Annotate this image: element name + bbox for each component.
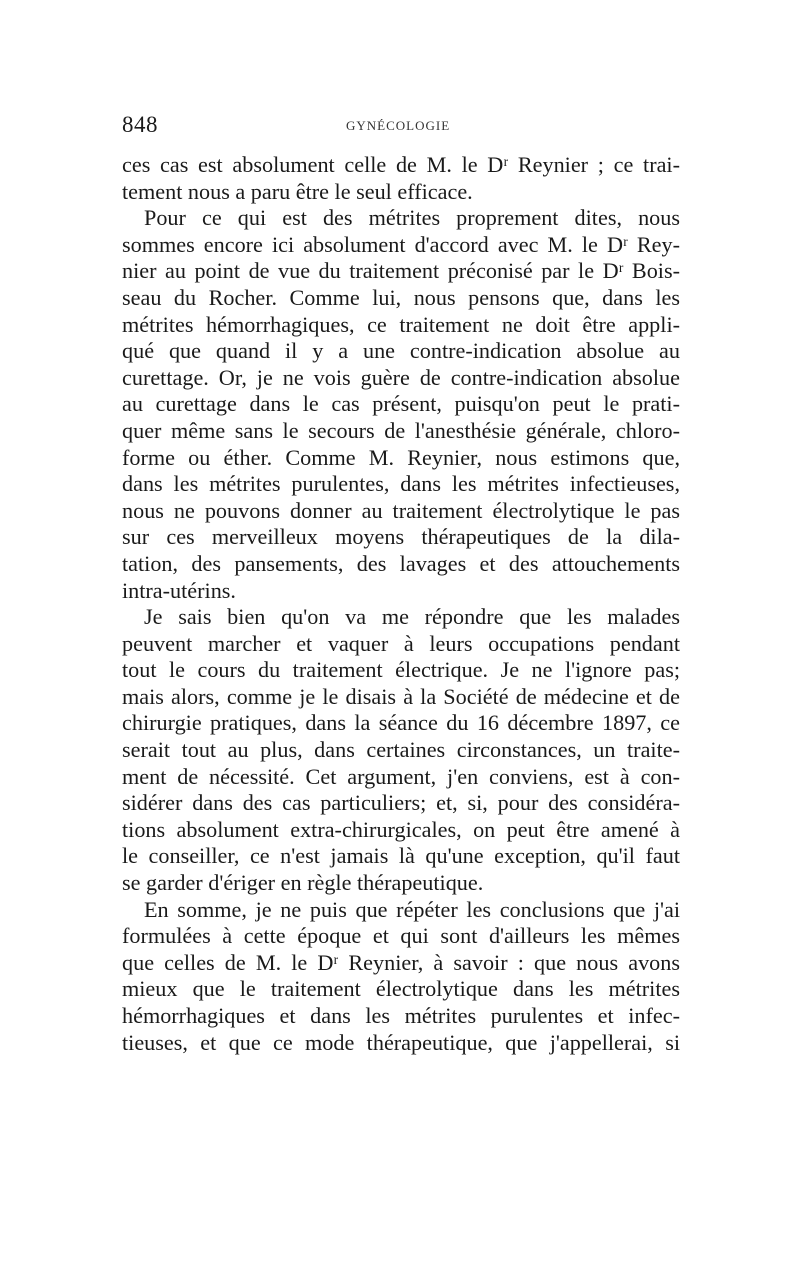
- text-line: formulées à cette époque et qui sont d'ailleurs les mêmes: [122, 923, 680, 949]
- text-line: tions absolument extra-chirurgicales, on peut être amené à: [122, 816, 680, 842]
- running-head: GYNÉCOLOGIE: [346, 118, 451, 133]
- text-line: sur ces merveilleux moyens thérapeutiques de la dila-: [122, 524, 680, 550]
- text-line: que celles de M. le Dʳ Reynier, à savoir : que nous avons: [122, 949, 680, 975]
- text-line: intra-utérins.: [122, 577, 236, 603]
- text-line: tout le cours du traitement électrique. Je ne l'ignore pas;: [122, 657, 680, 683]
- body-text: [122, 152, 680, 1056]
- text-line: sommes encore ici absolument d'accord avec M. le Dʳ Rey-: [122, 231, 680, 257]
- text-line: tieuses, et que ce mode thérapeutique, que j'appellerai, si: [122, 1029, 680, 1055]
- text-line: tation, des pansements, des lavages et des attouchements: [122, 550, 680, 576]
- text-line: forme ou éther. Comme M. Reynier, nous estimons que,: [122, 444, 680, 470]
- text-line: tement nous a paru être le seul efficace.: [122, 178, 473, 204]
- text-line: quer même sans le secours de l'anesthésie générale, chloro-: [122, 417, 680, 443]
- text-line: curettage. Or, je ne vois guère de contre-indication absolue: [122, 364, 680, 390]
- text-line: En somme, je ne puis que répéter les conclusions que j'ai: [144, 896, 680, 922]
- text-line: se garder d'ériger en règle thérapeutique.: [122, 870, 484, 896]
- text-line: Pour ce qui est des métrites proprement dites, nous: [144, 205, 680, 231]
- text-line: Je sais bien qu'on va me répondre que les malades: [144, 604, 680, 630]
- text-line: le conseiller, ce n'est jamais là qu'une exception, qu'il faut: [122, 843, 680, 869]
- text-line: ces cas est absolument celle de M. le Dʳ Reynier ; ce trai-: [122, 152, 680, 177]
- text-line: sidérer dans des cas particuliers; et, si, pour des considéra-: [122, 790, 680, 816]
- text-line: dans les métrites purulentes, dans les métrites infectieuses,: [122, 471, 680, 497]
- page-number: 848: [122, 112, 158, 137]
- text-line: hémorrhagiques et dans les métrites purulentes et infec-: [122, 1003, 680, 1028]
- text-line: au curettage dans le cas présent, puisqu'on peut le prati-: [122, 391, 680, 417]
- text-line: peuvent marcher et vaquer à leurs occupations pendant: [122, 630, 680, 656]
- text-line: mieux que le traitement électrolytique dans les métrites: [122, 976, 680, 1002]
- text-line: qué que quand il y a une contre-indication absolue au: [122, 338, 680, 364]
- text-line: serait tout au plus, dans certaines circonstances, un traite-: [122, 737, 680, 763]
- text-line: nier au point de vue du traitement préconisé par le Dʳ Bois-: [122, 258, 680, 284]
- text-line: ment de nécessité. Cet argument, j'en conviens, est à con-: [122, 763, 680, 789]
- text-line: seau du Rocher. Comme lui, nous pensons que, dans les: [122, 284, 680, 310]
- page-header: [122, 112, 680, 146]
- text-line: nous ne pouvons donner au traitement électrolytique le pas: [122, 497, 680, 523]
- text-line: métrites hémorrhagiques, ce traitement ne doit être appli-: [122, 311, 680, 337]
- text-line: mais alors, comme je le disais à la Société de médecine et de: [122, 683, 680, 709]
- text-line: chirurgie pratiques, dans la séance du 16 décembre 1897, ce: [122, 710, 680, 736]
